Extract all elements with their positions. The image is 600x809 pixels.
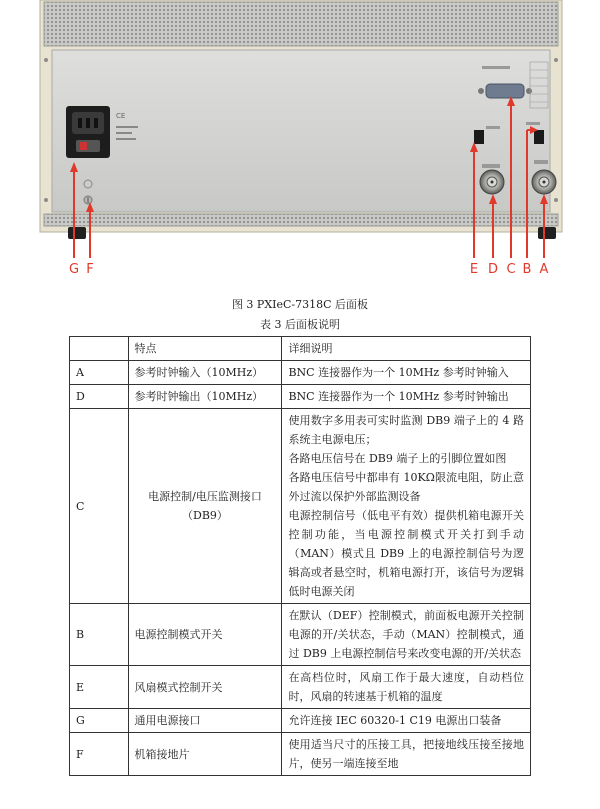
rear-panel-table [69, 336, 531, 776]
callout-label-g: G [68, 262, 80, 277]
table-row [70, 409, 531, 604]
row-feature: 电源控制模式开关 [128, 604, 282, 666]
table-header-row [70, 337, 531, 361]
row-key: F [70, 733, 129, 776]
table-row [70, 361, 531, 385]
row-feature: 参考时钟输出（10MHz） [128, 385, 282, 409]
row-detail: BNC 连接器作为一个 10MHz 参考时钟输入 [282, 361, 531, 385]
row-feature: 通用电源接口 [128, 709, 282, 733]
table-row [70, 666, 531, 709]
row-feature-text: 电源控制/电压监测接口（DB9） [148, 490, 262, 522]
top-vent [44, 2, 558, 46]
row-key: B [70, 604, 129, 666]
row-feature: 参考时钟输入（10MHz） [128, 361, 282, 385]
callout-label-a: A [539, 262, 549, 277]
row-feature [128, 409, 282, 604]
row-feature: 风扇模式控制开关 [128, 666, 282, 709]
row-detail: 使用适当尺寸的压接工具，把接地线压接至接地片，使另一端连接至地 [282, 733, 531, 776]
row-detail: 在高档位时，风扇工作于最大速度，自动档位时，风扇的转速基于机箱的温度 [282, 666, 531, 709]
detail-paragraph: 各路电压信号中都串有 10KΩ限流电阻，防止意外过流以保护外部监测设备 [288, 471, 524, 503]
figure-caption: 图 3 PXIeC-7318C 后面板 [231, 298, 369, 311]
row-detail: 允许连接 IEC 60320-1 C19 电源出口装备 [282, 709, 531, 733]
detail-paragraph: 使用数字多用表可实时监测 DB9 端子上的 4 路系统主电源电压； [288, 414, 524, 446]
row-key: D [70, 385, 129, 409]
row-key: A [70, 361, 129, 385]
header-key [70, 337, 129, 361]
row-key: E [70, 666, 129, 709]
row-detail: BNC 连接器作为一个 10MHz 参考时钟输出 [282, 385, 531, 409]
header-feature: 特点 [128, 337, 282, 361]
detail-paragraph: 电源控制信号（低电平有效）提供机箱电源开关控制功能，当电源控制模式开关打到手动（MAN）模式且 DB9 上的电源控制信号为逻辑高或者悬空时，机箱电源打开，该信号为逻辑低时电源关闭 [288, 509, 524, 598]
bottom-vent [44, 214, 558, 226]
chassis-foot-left [68, 227, 86, 239]
row-feature: 机箱接地片 [128, 733, 282, 776]
rear-panel-figure [30, 0, 580, 285]
detail-paragraph: 各路电压信号在 DB9 端子上的引脚位置如图 [288, 452, 507, 465]
header-detail: 详细说明 [282, 337, 531, 361]
row-key: C [70, 409, 129, 604]
callout-label-b: B [522, 262, 532, 277]
svg-text:CE: CE [116, 112, 126, 120]
table-row [70, 733, 531, 776]
callout-label-e: E [469, 262, 479, 277]
table-row [70, 709, 531, 733]
power-inlet-icon [66, 106, 110, 158]
row-detail: 在默认（DEF）控制模式，前面板电源开关控制电源的开/关状态，手动（MAN）控制模式，通过 DB9 上电源控制信号来改变电源的开/关状态 [282, 604, 531, 666]
row-detail [282, 409, 531, 604]
table-title: 表 3 后面板说明 [260, 318, 340, 331]
chassis-foot-right [538, 227, 556, 239]
row-key: G [70, 709, 129, 733]
callout-label-f: F [86, 262, 94, 277]
callout-label-c: C [506, 262, 516, 277]
callout-label-d: D [487, 262, 499, 277]
table-row [70, 385, 531, 409]
table-row [70, 604, 531, 666]
